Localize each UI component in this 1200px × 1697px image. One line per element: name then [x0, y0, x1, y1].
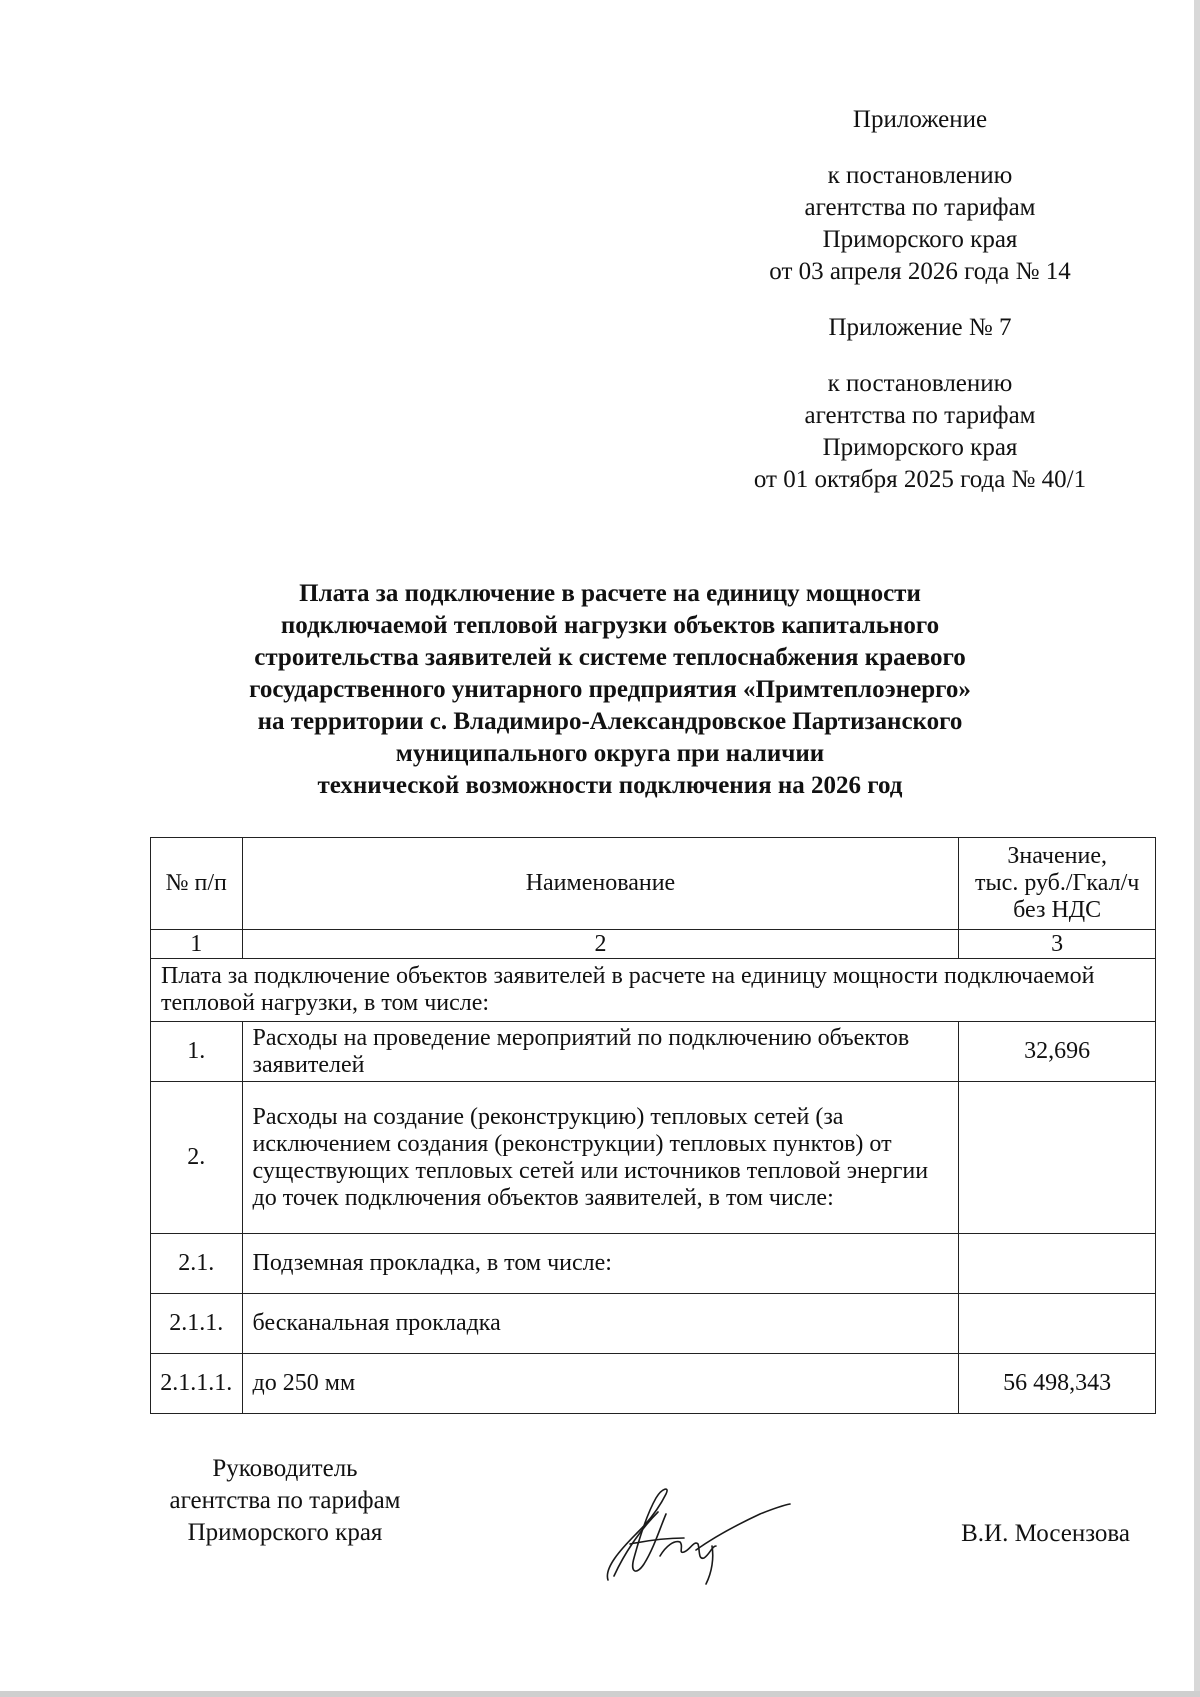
row-value: [959, 1082, 1156, 1234]
title-line: муниципального округа при наличии: [395, 740, 825, 767]
title-line: технической возможности подключения на 2026 год: [317, 772, 903, 799]
original-appendix-line: от 01 октября 2025 года № 40/1: [753, 466, 1087, 493]
table-header-row: [151, 838, 1156, 930]
original-appendix-title: Приложение № 7: [828, 314, 1012, 341]
signer-position-line: Руководитель: [212, 1455, 358, 1482]
original-appendix-line: к постановлению: [827, 370, 1013, 397]
signer-position-line: Приморского края: [187, 1519, 383, 1546]
table-row: [151, 1082, 1156, 1234]
tariff-table: [150, 837, 1156, 1414]
row-num: 2.1.: [151, 1234, 243, 1294]
row-name: бесканальная прокладка: [242, 1294, 959, 1354]
section-title: Плата за подключение объектов заявителей в расчете на единицу мощности подключаемой тепловой нагрузки, в том числе:: [151, 959, 1156, 1022]
column-number-row: [151, 930, 1156, 959]
row-num: 2.1.1.1.: [151, 1354, 243, 1414]
header-num: № п/п: [151, 838, 243, 930]
appendix-line: от 03 апреля 2026 года № 14: [769, 258, 1071, 285]
title-line: на территории с. Владимиро-Александровское Партизанского: [257, 708, 963, 735]
signer-position: [140, 1453, 430, 1549]
table-row: [151, 1294, 1156, 1354]
row-value: [959, 1234, 1156, 1294]
header-name: Наименование: [242, 838, 959, 930]
original-appendix-line: агентства по тарифам: [804, 402, 1036, 429]
table-row: [151, 1354, 1156, 1414]
appendix-title: Приложение: [852, 106, 988, 133]
header-value: [959, 838, 1156, 930]
page-edge-bottom: [0, 1691, 1200, 1697]
row-name: Подземная прокладка, в том числе:: [242, 1234, 959, 1294]
page-edge-right: [1194, 0, 1200, 1697]
appendix-line: агентства по тарифам: [804, 194, 1036, 221]
row-num: 1.: [151, 1022, 243, 1082]
signer-name: В.И. Мосензова: [961, 1520, 1130, 1547]
row-name: до 250 мм: [242, 1354, 959, 1414]
section-row: [151, 959, 1156, 1022]
title-line: Плата за подключение в расчете на единицу мощности: [299, 580, 921, 607]
row-num: 2.1.1.: [151, 1294, 243, 1354]
original-appendix-line: Приморского края: [822, 434, 1018, 461]
table-row: [151, 1022, 1156, 1082]
title-line: подключаемой тепловой нагрузки объектов капитального: [280, 612, 940, 639]
row-num: 2.: [151, 1082, 243, 1234]
appendix-line: Приморского края: [822, 226, 1018, 253]
column-number: 2: [242, 930, 959, 959]
header-value-line: Значение,: [1007, 843, 1107, 869]
title-line: строительства заявителей к системе теплоснабжения краевого: [254, 644, 966, 671]
header-value-line: без НДС: [1013, 897, 1102, 923]
row-value: 32,696: [959, 1022, 1156, 1082]
row-name: Расходы на проведение мероприятий по подключению объектов заявителей: [242, 1022, 959, 1082]
column-number: 3: [959, 930, 1156, 959]
column-number: 1: [151, 930, 243, 959]
table-row: [151, 1234, 1156, 1294]
appendix-header: [720, 104, 1120, 496]
handwritten-signature: [600, 1480, 800, 1590]
title-line: государственного унитарного предприятия «Примтеплоэнерго»: [249, 676, 971, 703]
header-value-line: тыс. руб./Гкал/ч: [975, 870, 1140, 896]
signer-position-line: агентства по тарифам: [169, 1487, 401, 1514]
document-title: [160, 578, 1060, 802]
row-value: [959, 1294, 1156, 1354]
row-value: 56 498,343: [959, 1354, 1156, 1414]
appendix-line: к постановлению: [827, 162, 1013, 189]
row-name: Расходы на создание (реконструкцию) тепловых сетей (за исключением создания (реконструкции) тепловых пунктов) от существующих тепловых сетей или источников тепловой энергии до точек подключения объектов заявителей, в том числе:: [242, 1082, 959, 1234]
